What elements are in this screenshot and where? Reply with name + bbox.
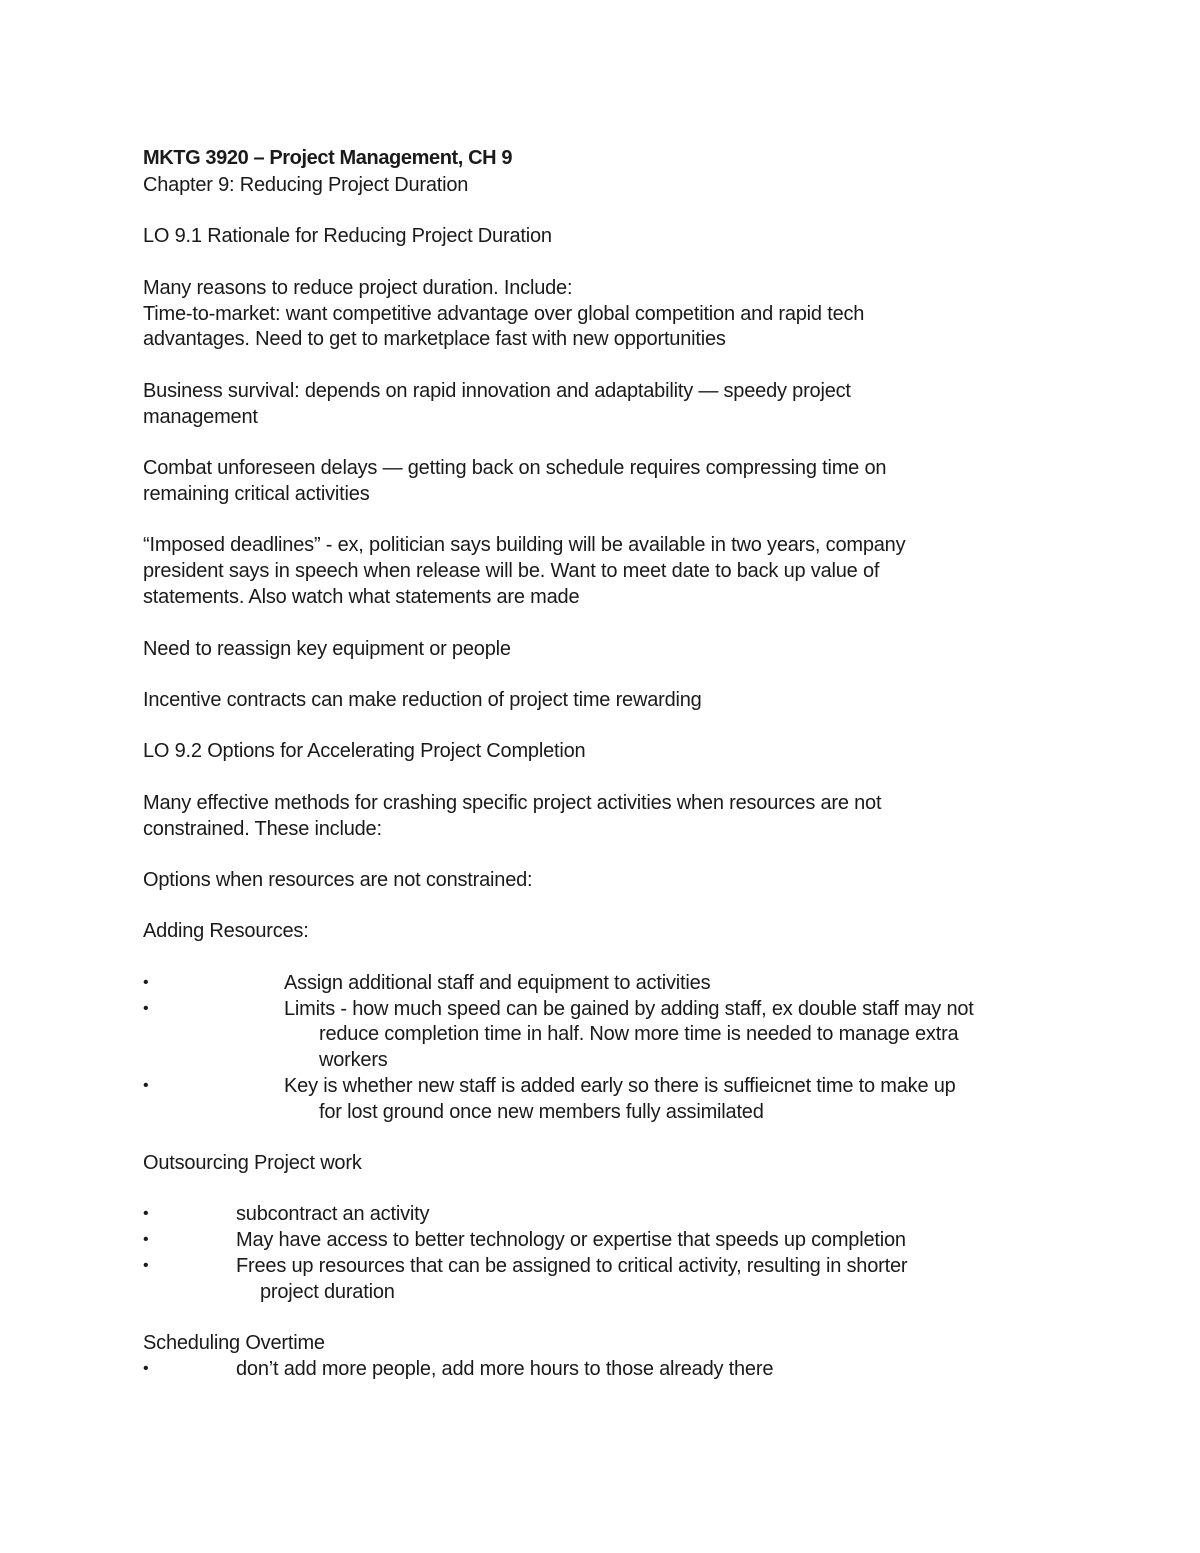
paragraph-line: Many effective methods for crashing specific project activities when resources are not [143, 792, 882, 814]
list-item: Assign additional staff and equipment to activities [284, 972, 711, 994]
bullet-marker: • [143, 1000, 149, 1017]
list-item: May have access to better technology or expertise that speeds up completion [236, 1229, 906, 1251]
paragraph-line: management [143, 406, 258, 428]
paragraph-line: president says in speech when release will be. Want to meet date to back up value of [143, 560, 880, 582]
list-item: Limits - how much speed can be gained by adding staff, ex double staff may not [284, 998, 974, 1020]
paragraph-line: “Imposed deadlines” - ex, politician says building will be available in two years, company [143, 534, 906, 556]
document-title: MKTG 3920 – Project Management, CH 9 [143, 147, 513, 169]
paragraph-line: Need to reassign key equipment or people [143, 638, 511, 660]
list-item-continuation: for lost ground once new members fully assimilated [319, 1101, 764, 1123]
list-item: subcontract an activity [236, 1203, 430, 1225]
list-item: don’t add more people, add more hours to those already there [236, 1358, 774, 1380]
chapter-subtitle: Chapter 9: Reducing Project Duration [143, 174, 469, 196]
list-item-continuation: reduce completion time in half. Now more time is needed to manage extra [319, 1023, 959, 1045]
bullet-marker: • [143, 974, 149, 991]
paragraph-line: Incentive contracts can make reduction of project time rewarding [143, 689, 702, 711]
list-item: Key is whether new staff is added early so there is suffieicnet time to make up [284, 1075, 956, 1097]
list-item: Frees up resources that can be assigned to critical activity, resulting in shorter [236, 1255, 908, 1277]
options-heading: Options when resources are not constrained: [143, 869, 533, 891]
bullet-marker: • [143, 1360, 149, 1377]
reasons-intro: Many reasons to reduce project duration. Include: [143, 277, 573, 299]
bullet-marker: • [143, 1257, 149, 1274]
lo1-heading: LO 9.1 Rationale for Reducing Project Duration [143, 225, 552, 247]
paragraph-line: Business survival: depends on rapid innovation and adaptability — speedy project [143, 380, 851, 402]
adding-resources-heading: Adding Resources: [143, 920, 309, 942]
list-item-continuation: project duration [260, 1281, 395, 1303]
bullet-marker: • [143, 1231, 149, 1248]
overtime-heading: Scheduling Overtime [143, 1332, 325, 1354]
lo2-heading: LO 9.2 Options for Accelerating Project Completion [143, 740, 586, 762]
paragraph-line: statements. Also watch what statements are made [143, 586, 580, 608]
paragraph-line: advantages. Need to get to marketplace fast with new opportunities [143, 328, 726, 350]
bullet-marker: • [143, 1077, 149, 1094]
paragraph-line: Time-to-market: want competitive advantage over global competition and rapid tech [143, 303, 865, 325]
paragraph-line: constrained. These include: [143, 818, 382, 840]
paragraph-line: remaining critical activities [143, 483, 370, 505]
bullet-marker: • [143, 1205, 149, 1222]
outsourcing-heading: Outsourcing Project work [143, 1152, 362, 1174]
list-item-continuation: workers [319, 1049, 388, 1071]
paragraph-line: Combat unforeseen delays — getting back on schedule requires compressing time on [143, 457, 887, 479]
